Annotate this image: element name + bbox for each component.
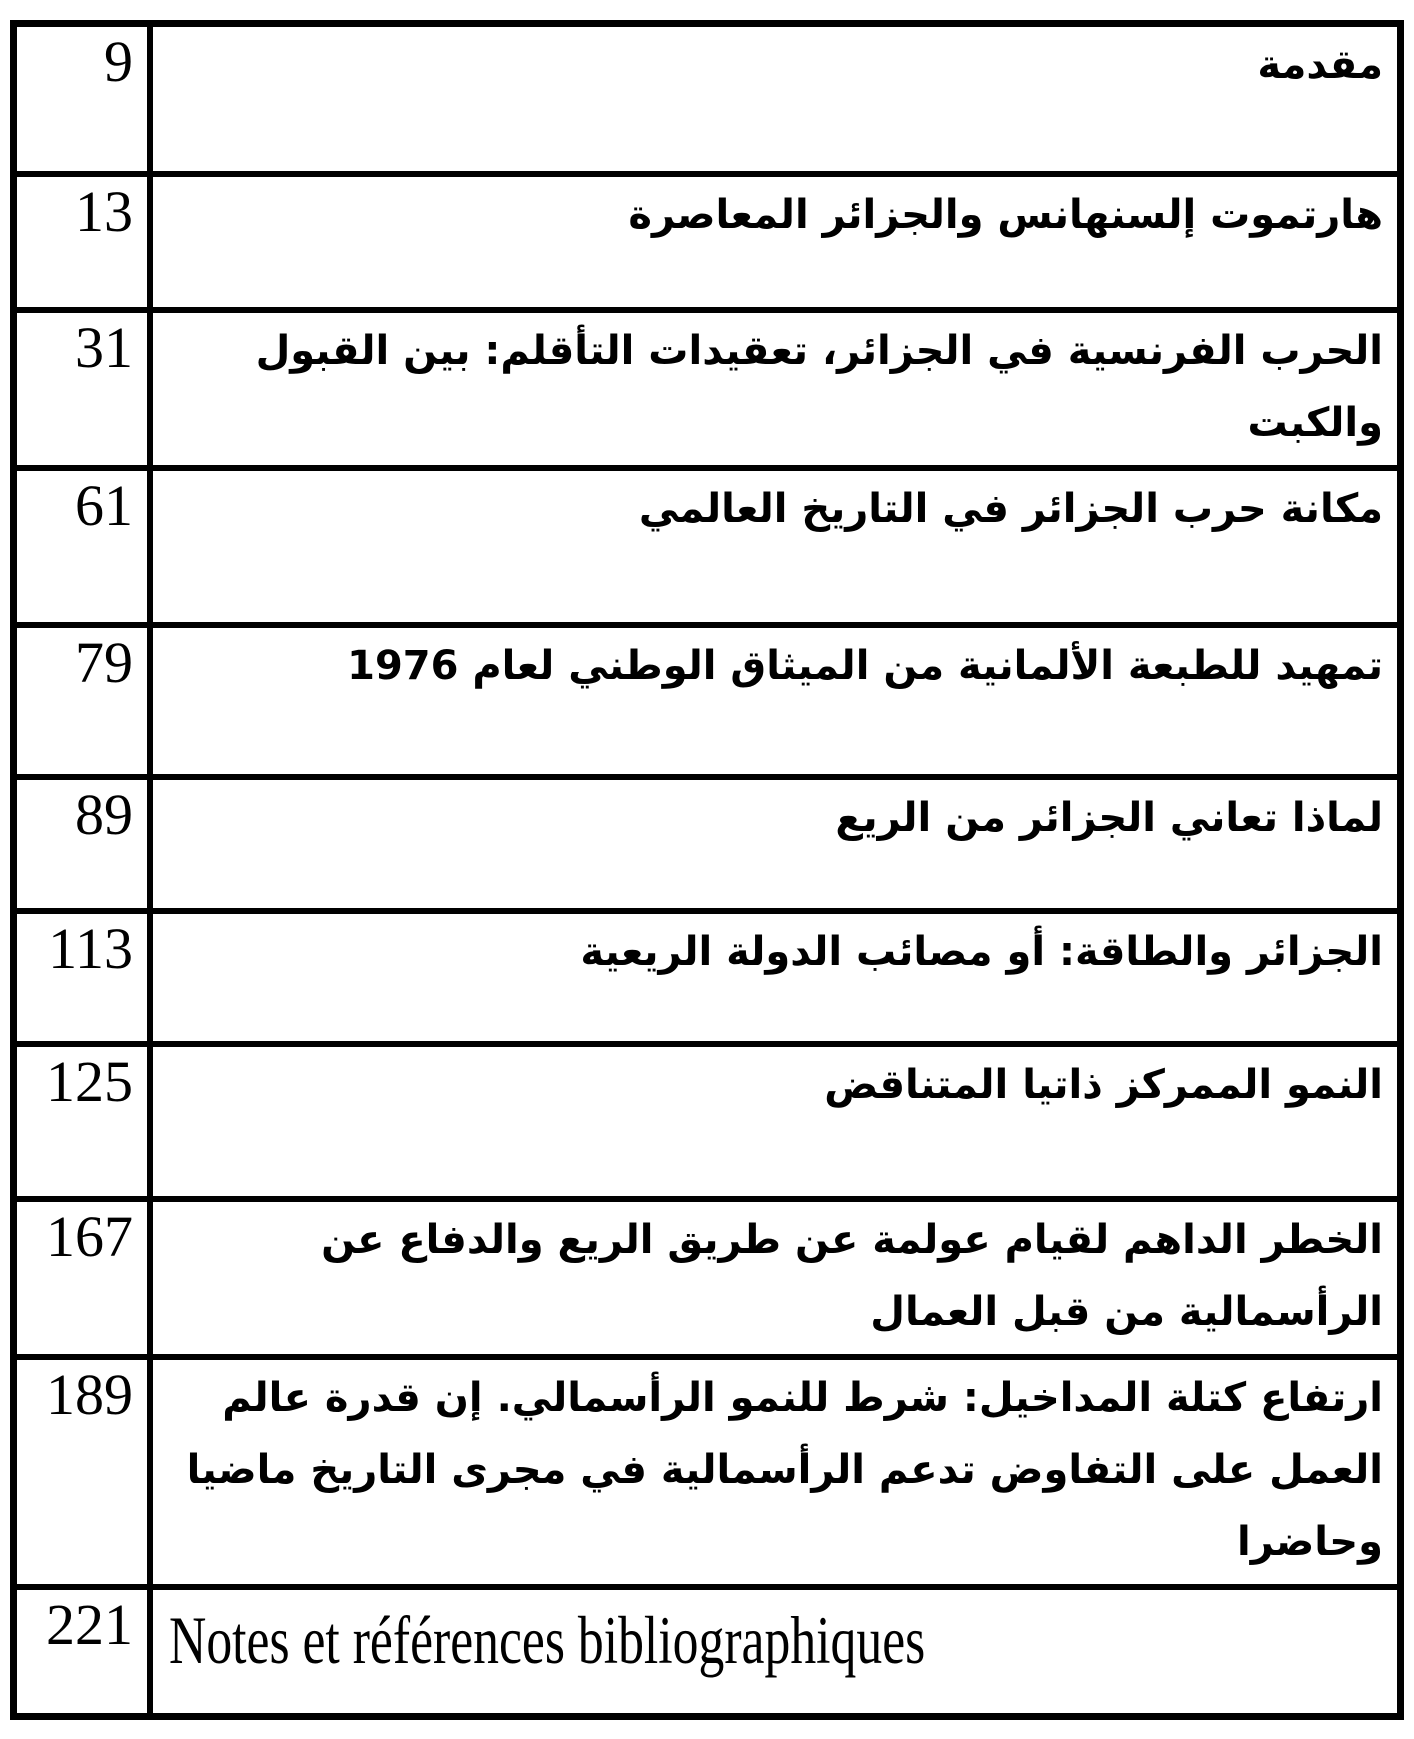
chapter-title-cell	[150, 911, 1401, 1044]
chapter-title: الخطر الداهم لقيام عولمة عن طريق الريع والدفاع عن الرأسمالية من قبل العمال	[321, 1216, 1383, 1335]
page-number-cell	[14, 911, 151, 1044]
page-number: 189	[46, 1361, 133, 1427]
toc-row	[14, 1357, 1401, 1587]
page-number-cell	[14, 777, 151, 911]
page-number: 221	[46, 1591, 133, 1657]
page-number-cell	[14, 1587, 151, 1717]
chapter-title: Notes et références bibliographiques	[169, 1601, 926, 1678]
page-number-cell	[14, 625, 151, 777]
chapter-title: تمهيد للطبعة الألمانية من الميثاق الوطني لعام 1976	[347, 642, 1383, 689]
page-number: 13	[75, 178, 133, 244]
chapter-title: الحرب الفرنسية في الجزائر، تعقيدات التأقلم: بين القبول والكبت	[255, 327, 1383, 446]
chapter-title-cell	[150, 1199, 1401, 1357]
toc-row	[14, 777, 1401, 911]
chapter-title-cell	[150, 1044, 1401, 1199]
chapter-title: مقدمة	[1257, 42, 1383, 88]
page-number-cell	[14, 24, 151, 174]
page-number: 113	[48, 915, 133, 981]
chapter-title-cell	[150, 1357, 1401, 1587]
chapter-title: لماذا تعاني الجزائر من الريع	[835, 794, 1383, 841]
toc-row	[14, 310, 1401, 468]
chapter-title-cell	[150, 24, 1401, 174]
page-number: 89	[75, 781, 133, 847]
chapter-title: الجزائر والطاقة: أو مصائب الدولة الريعية	[580, 928, 1383, 975]
chapter-title-cell	[150, 625, 1401, 777]
toc-row	[14, 911, 1401, 1044]
page-number-cell	[14, 1044, 151, 1199]
page-number: 79	[75, 629, 133, 695]
chapter-title: ارتفاع كتلة المداخيل: شرط للنمو الرأسمالي. إن قدرة عالم العمل على التفاوض تدعم الرأسمالية في مجرى التاريخ ماضيا وحاضرا	[186, 1374, 1383, 1565]
page-number: 167	[46, 1203, 133, 1269]
chapter-title: هارتموت إلسنهانس والجزائر المعاصرة	[628, 191, 1383, 238]
toc-row	[14, 1044, 1401, 1199]
page-number: 9	[104, 29, 133, 94]
chapter-title-cell	[150, 174, 1401, 310]
chapter-title-cell	[150, 777, 1401, 911]
chapter-title-cell	[150, 1587, 1401, 1717]
chapter-title-cell	[150, 310, 1401, 468]
chapter-title: النمو الممركز ذاتيا المتناقض	[824, 1061, 1383, 1108]
toc-row	[14, 468, 1401, 625]
page-number: 61	[75, 472, 133, 538]
toc-row	[14, 1587, 1401, 1717]
chapter-title: مكانة حرب الجزائر في التاريخ العالمي	[638, 485, 1383, 532]
toc-row	[14, 24, 1401, 174]
toc-table	[10, 20, 1404, 1720]
page-number-cell	[14, 468, 151, 625]
page-number-cell	[14, 1199, 151, 1357]
page-number: 125	[46, 1048, 133, 1114]
page-number-cell	[14, 174, 151, 310]
page-number: 31	[75, 314, 133, 380]
toc-row	[14, 174, 1401, 310]
toc-row	[14, 1199, 1401, 1357]
page-number-cell	[14, 1357, 151, 1587]
chapter-title-cell	[150, 468, 1401, 625]
page-number-cell	[14, 310, 151, 468]
toc-row	[14, 625, 1401, 777]
